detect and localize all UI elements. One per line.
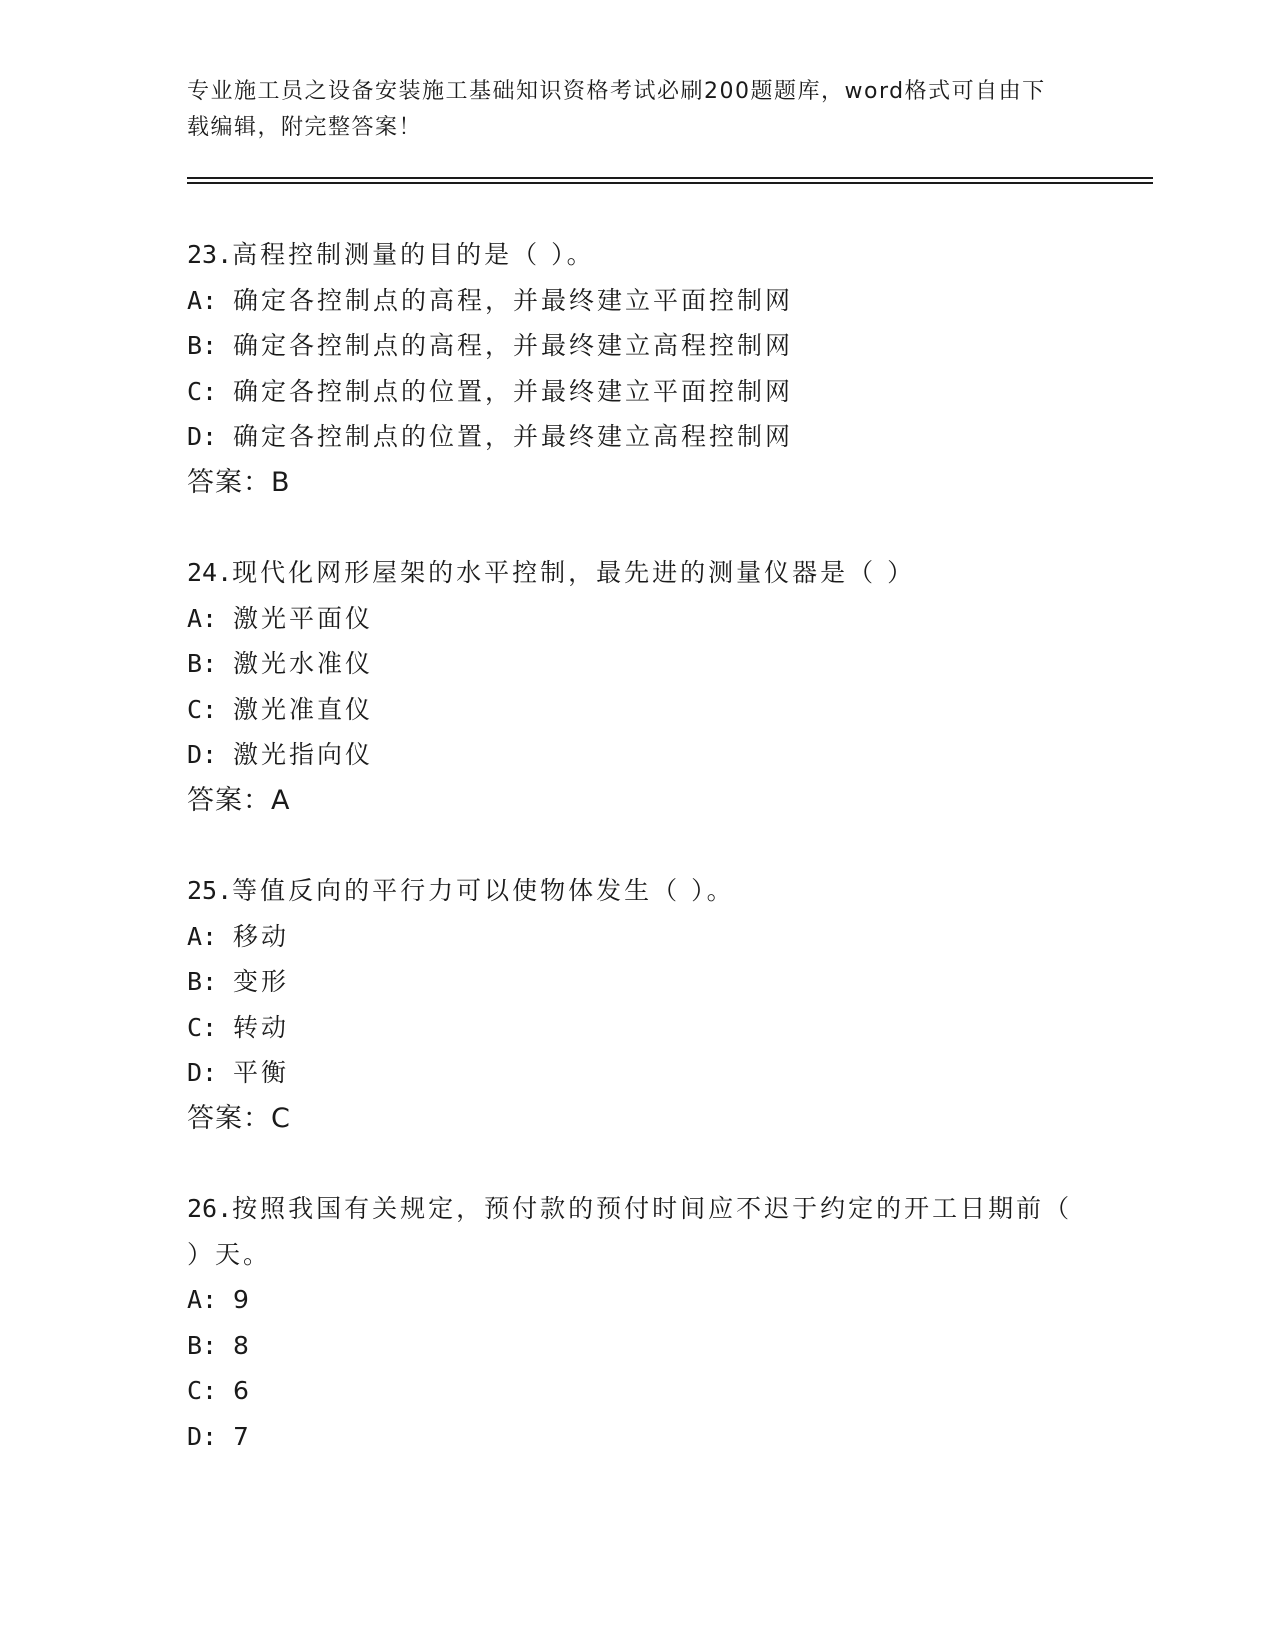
option-b — [187, 641, 1087, 687]
answer-value: A — [271, 784, 291, 816]
answer-value: B — [271, 466, 291, 498]
option-key: A: — [187, 285, 218, 315]
option-a — [187, 1277, 1087, 1323]
option-key: A: — [187, 1285, 218, 1314]
option-b — [187, 323, 1087, 369]
answer-label: 答案： — [187, 784, 271, 816]
option-d — [187, 414, 1087, 460]
question-stem — [187, 550, 1087, 596]
option-b — [187, 1323, 1087, 1369]
question-text: 高程控制测量的目的是（ ）。 — [232, 240, 595, 269]
option-text: 8 — [233, 1330, 252, 1360]
option-key: A: — [187, 603, 218, 633]
question-number: 25. — [187, 876, 233, 905]
question-number: 23. — [187, 240, 233, 269]
option-text: 激光水准仪 — [233, 649, 374, 678]
option-d — [187, 1050, 1087, 1096]
option-text: 9 — [233, 1285, 252, 1314]
option-text: 确定各控制点的高程，并最终建立高程控制网 — [233, 331, 794, 360]
option-key: D: — [187, 1058, 218, 1087]
question-number: 24. — [187, 558, 233, 587]
header-divider-bottom — [187, 182, 1153, 184]
option-key: C: — [187, 694, 218, 724]
question-text: 按照我国有关规定，预付款的预付时间应不迟于约定的开工日期前（ ）天。 — [187, 1194, 1073, 1269]
option-key: D: — [187, 1421, 218, 1451]
option-a — [187, 278, 1087, 324]
option-c — [187, 687, 1087, 733]
question-text: 现代化网形屋架的水平控制，最先进的测量仪器是（ ） — [232, 558, 916, 587]
answer-value: C — [271, 1102, 291, 1134]
option-a — [187, 914, 1087, 960]
option-text: 平衡 — [233, 1058, 290, 1087]
option-text: 激光平面仪 — [233, 603, 374, 633]
option-b — [187, 959, 1087, 1005]
option-key: B: — [187, 649, 218, 678]
option-key: C: — [187, 1376, 218, 1405]
option-key: B: — [187, 1330, 218, 1360]
document-intro: 专业施工员之设备安装施工基础知识资格考试必刷200题题库，word格式可自由下载编辑，附完整答案！ — [187, 79, 1046, 140]
question-stem — [187, 232, 1087, 278]
option-text: 激光指向仪 — [233, 740, 374, 769]
option-key: D: — [187, 740, 218, 769]
option-key: B: — [187, 331, 218, 360]
answer-label: 答案： — [187, 466, 271, 498]
option-text: 确定各控制点的高程，并最终建立平面控制网 — [233, 285, 794, 315]
question-23 — [187, 232, 1087, 505]
option-key: C: — [187, 376, 218, 406]
answer-line — [187, 460, 1087, 506]
option-c — [187, 369, 1087, 415]
option-text: 确定各控制点的位置，并最终建立平面控制网 — [233, 376, 794, 406]
answer-label: 答案： — [187, 1102, 271, 1134]
question-number: 26. — [187, 1194, 233, 1223]
option-d — [187, 1414, 1087, 1460]
question-text: 等值反向的平行力可以使物体发生（ ）。 — [232, 876, 735, 905]
option-a — [187, 596, 1087, 642]
option-c — [187, 1005, 1087, 1051]
question-25 — [187, 868, 1087, 1141]
answer-line — [187, 1096, 1087, 1142]
option-text: 6 — [233, 1376, 252, 1405]
question-stem — [187, 868, 1087, 914]
option-text: 转动 — [233, 1012, 290, 1042]
question-stem — [187, 1186, 1087, 1277]
option-key: D: — [187, 422, 218, 451]
question-24 — [187, 550, 1087, 823]
option-c — [187, 1368, 1087, 1414]
option-text: 7 — [233, 1421, 252, 1451]
option-text: 移动 — [233, 921, 290, 951]
option-text: 变形 — [233, 967, 290, 996]
option-d — [187, 732, 1087, 778]
option-key: C: — [187, 1012, 218, 1042]
option-key: A: — [187, 921, 218, 951]
option-text: 确定各控制点的位置，并最终建立高程控制网 — [233, 422, 794, 451]
answer-line — [187, 778, 1087, 824]
option-text: 激光准直仪 — [233, 694, 374, 724]
header-divider-top — [187, 177, 1153, 179]
question-26 — [187, 1186, 1087, 1459]
option-key: B: — [187, 967, 218, 996]
